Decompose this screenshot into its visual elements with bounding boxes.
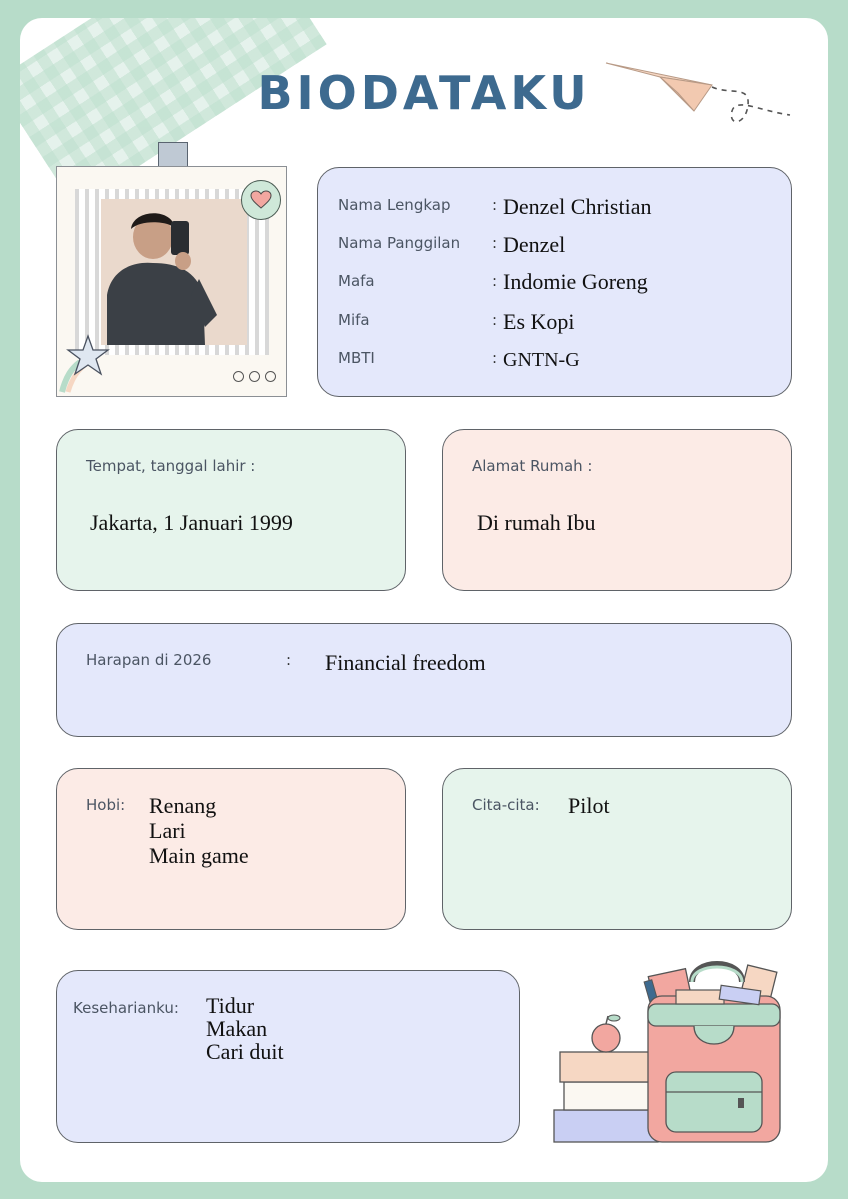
colon: : [492, 272, 498, 290]
address-value: Di rumah Ibu [477, 510, 596, 535]
daily-card [56, 970, 520, 1143]
value-mifa: Es Kopi [503, 309, 575, 334]
colon: : [492, 311, 498, 329]
hobby-list [149, 793, 249, 868]
daily-item: Tidur [206, 993, 255, 1018]
colon: : [492, 234, 498, 252]
label-mafa: Mafa [338, 272, 375, 290]
apple-icon [592, 1015, 620, 1052]
colon: : [492, 349, 498, 367]
daily-list [206, 994, 284, 1063]
star-icon [58, 332, 118, 394]
label-mifa: Mifa [338, 311, 370, 329]
daily-label: Keseharianku: [73, 999, 179, 1017]
frame-dots [233, 371, 276, 382]
birth-value: Jakarta, 1 Januari 1999 [90, 510, 293, 535]
school-bag-icon [552, 958, 788, 1148]
daily-item: Makan [206, 1016, 268, 1041]
paper-plane-icon [600, 55, 800, 145]
label-nama-panggilan: Nama Panggilan [338, 234, 461, 252]
profile-photo [101, 199, 247, 345]
heart-icon [241, 180, 281, 220]
dream-value: Pilot [568, 793, 610, 818]
hobby-item: Renang [149, 793, 217, 818]
colon: : [492, 196, 498, 214]
hope-colon: : [286, 651, 292, 669]
address-label: Alamat Rumah : [472, 457, 593, 475]
daily-item: Cari duit [206, 1039, 284, 1064]
value-nama-lengkap: Denzel Christian [503, 194, 652, 219]
dream-label: Cita-cita: [472, 796, 540, 814]
hobby-label: Hobi: [86, 796, 126, 814]
hobby-item: Lari [149, 818, 186, 843]
value-nama-panggilan: Denzel [503, 232, 566, 257]
label-mbti: MBTI [338, 349, 375, 367]
dream-card [442, 768, 792, 930]
hope-value: Financial freedom [325, 650, 486, 675]
birth-label: Tempat, tanggal lahir : [86, 457, 256, 475]
value-mafa: Indomie Goreng [503, 269, 648, 294]
hope-card [56, 623, 792, 737]
label-nama-lengkap: Nama Lengkap [338, 196, 451, 214]
hope-label: Harapan di 2026 [86, 651, 212, 669]
hobby-item: Main game [149, 843, 249, 868]
value-mbti: GNTN-G [503, 349, 580, 371]
page-title: BIODATAKU [257, 66, 591, 120]
